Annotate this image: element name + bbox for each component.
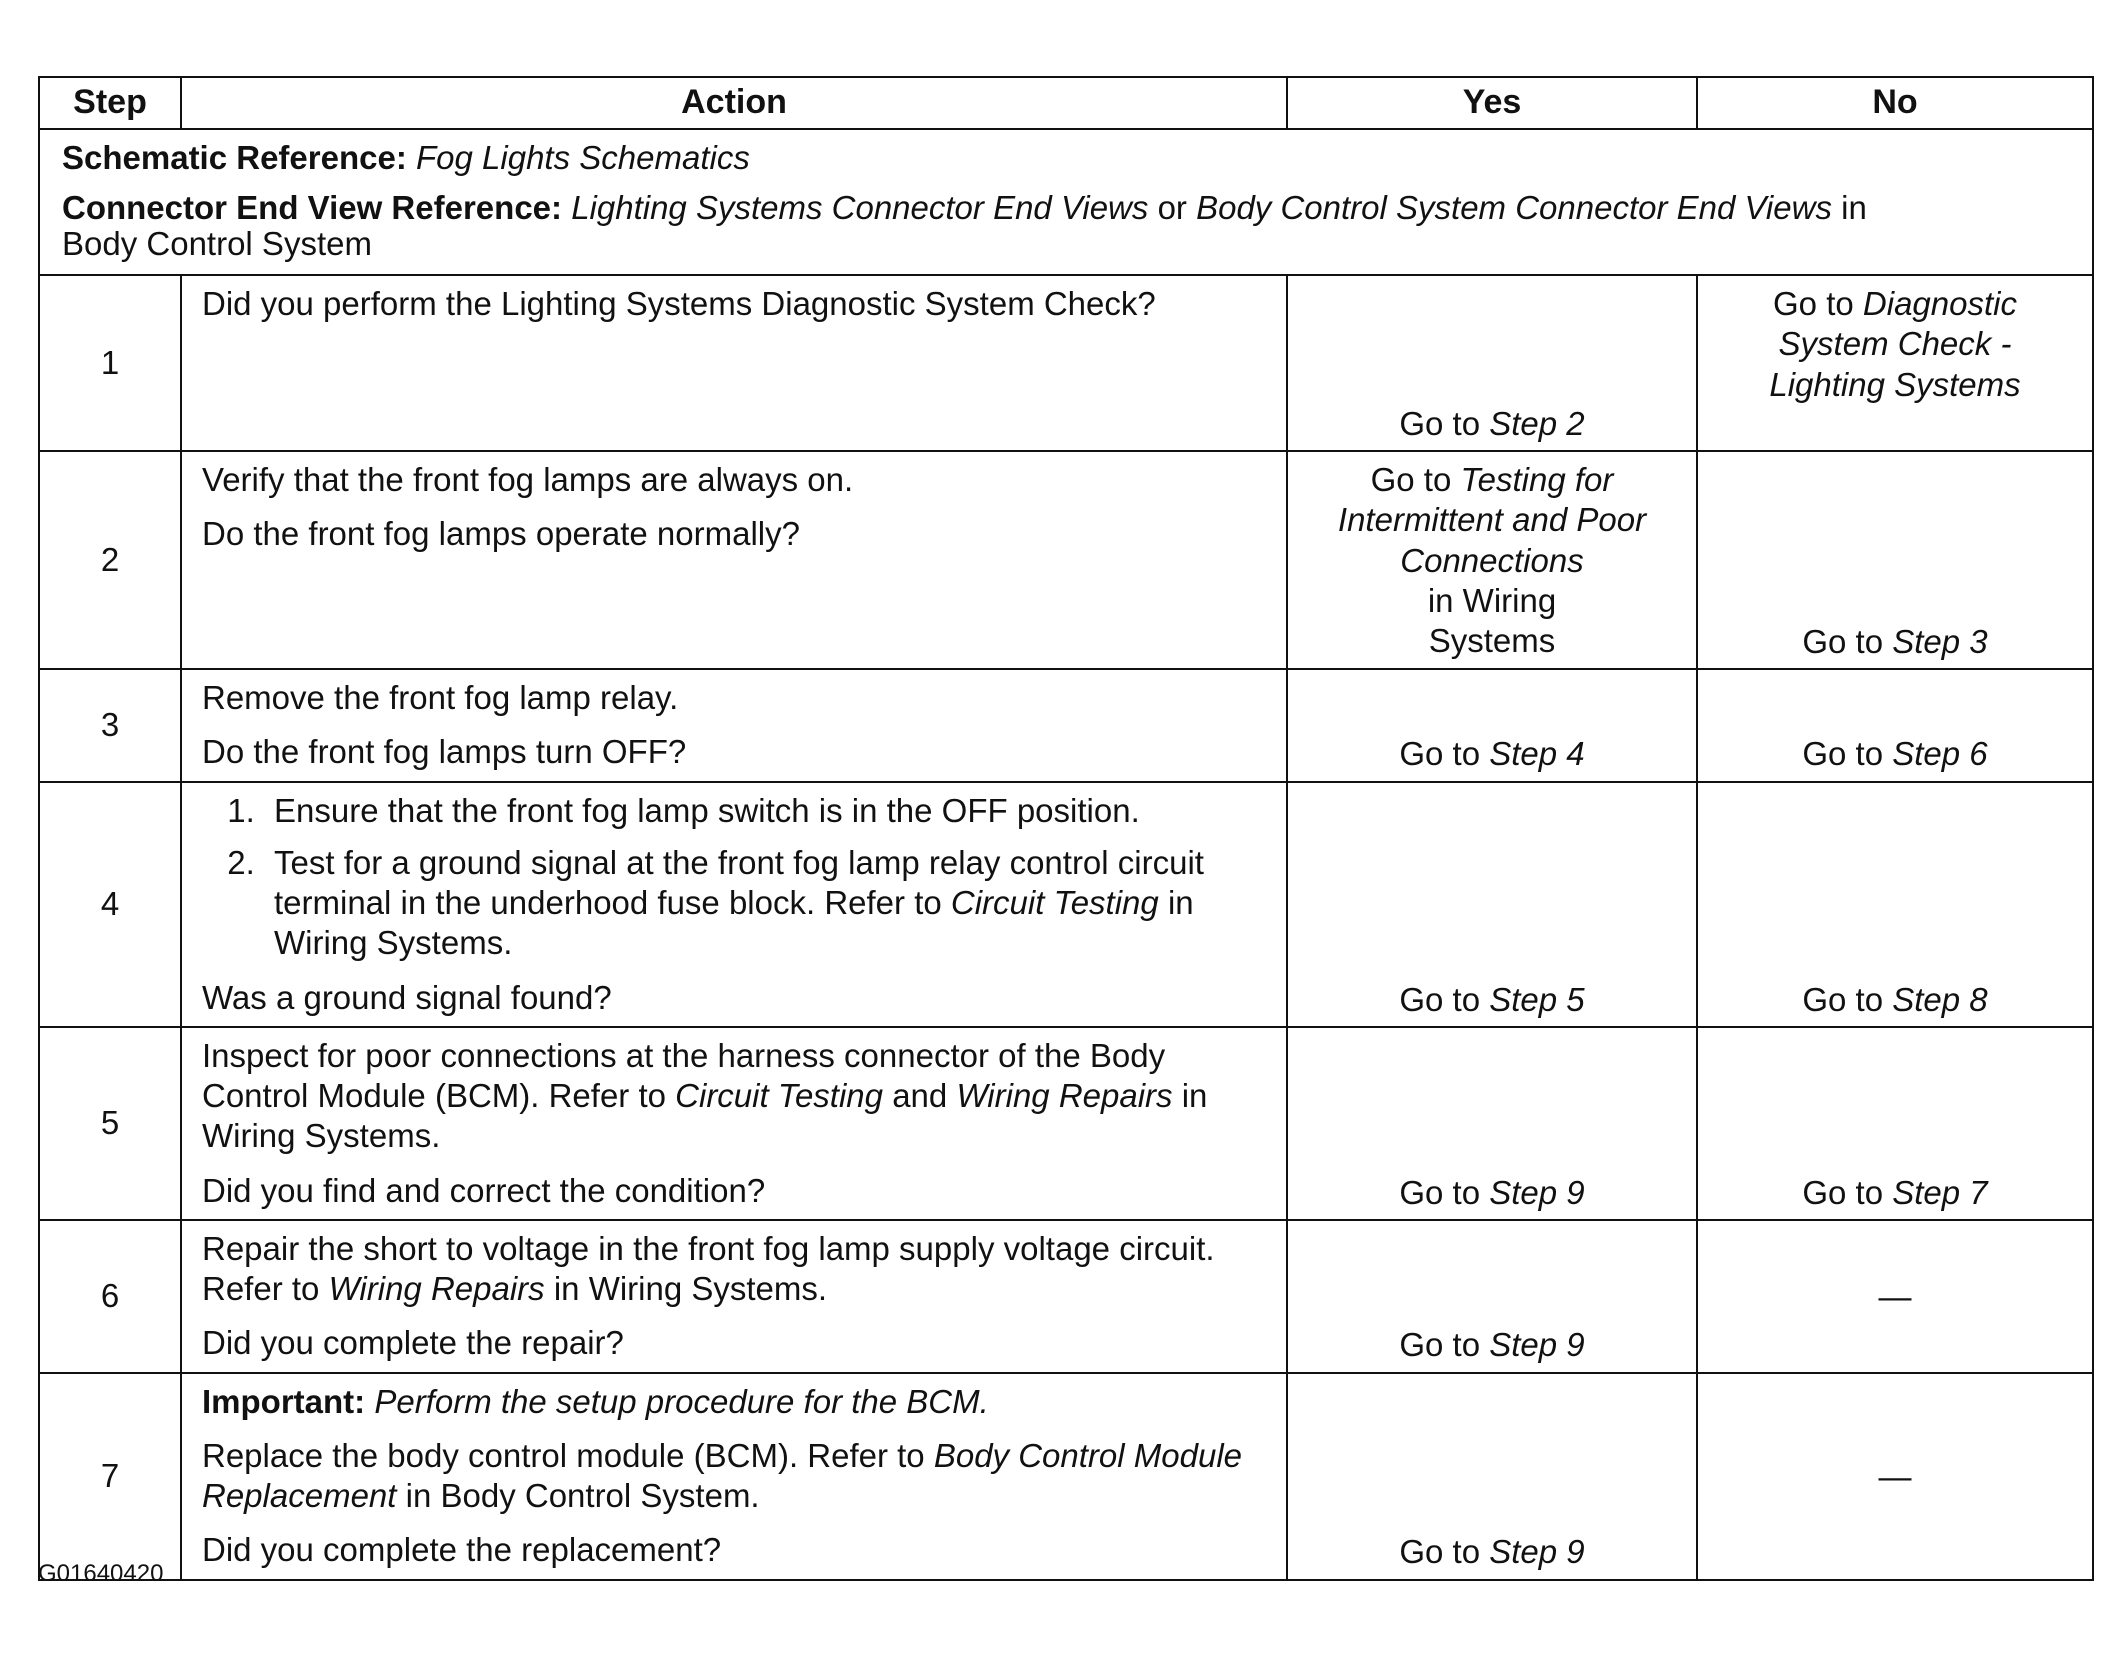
no-link[interactable]: Step 8 [1892,980,1988,1018]
step-number: 7 [39,1373,181,1580]
action-text: Replace the body control module (BCM). Refer to Body Control Module Replacement in Body Control System. [202,1436,1243,1514]
no-cell [1697,1027,2093,1220]
yes-link[interactable]: Step 9 [1489,1533,1585,1571]
header-no: No [1697,77,2093,129]
header-action: Action [181,77,1287,129]
yes-cell [1287,782,1697,1027]
action-list [202,791,1272,964]
connector-link-lighting[interactable]: Lighting Systems Connector End Views [571,189,1149,227]
no-cell [1697,1220,2093,1373]
table-row [39,1220,2093,1373]
connector-suffix: in Body Control System [62,189,1867,262]
table-row [39,1373,2093,1580]
reference-cell [39,129,2093,275]
table-row [39,451,2093,669]
action-text: Repair the short to voltage in the front fog lamp supply voltage circuit. Refer to Wiring Repairs in Wiring Systems. [202,1229,1215,1307]
reference-row [39,129,2093,275]
action-cell [181,782,1287,1027]
no-cell [1697,275,2093,451]
yes-link[interactable]: Step 4 [1489,735,1585,773]
yes-cell [1287,1027,1697,1220]
important-text: Perform the setup procedure for the BCM. [374,1382,989,1420]
no-cell [1697,782,2093,1027]
yes-cell [1287,1220,1697,1373]
yes-result: Go to Step 2 [1399,404,1585,442]
action-question: Did you complete the replacement? [202,1531,722,1569]
yes-link[interactable]: Step 9 [1489,1326,1585,1364]
step-number: 2 [39,451,181,669]
action-question: Did you find and correct the condition? [202,1171,766,1209]
action-cell [181,1027,1287,1220]
yes-result: Go to Step 4 [1399,735,1585,773]
action-cell [181,1220,1287,1373]
action-question: Did you complete the repair? [202,1324,624,1362]
wiring-repairs-link[interactable]: Wiring Repairs [328,1270,545,1307]
important-note [202,1382,1272,1422]
yes-link[interactable]: Step 5 [1489,980,1585,1018]
action-text: Inspect for poor connections at the harness connector of the Body Control Module (BCM). Refer to Circuit Testing and Wiring Repairs in Wiring Systems. [202,1036,1208,1155]
step-number: 6 [39,1220,181,1373]
table-row [39,1027,2093,1220]
no-link[interactable]: Step 6 [1892,735,1988,773]
yes-result: Go to Testing for Intermittent and Poor Connections in Wiring Systems [1337,461,1647,659]
yes-link[interactable]: Step 9 [1489,1173,1585,1211]
table-row [39,669,2093,782]
bcm-replacement-link[interactable]: Body Control Module Replacement [202,1436,1243,1514]
list-item: 2. Test for a ground signal at the front fog lamp relay control circuit terminal in the underhood fuse block. Refer to Circuit Testing in Wiring Systems. [264,843,1272,964]
header-row [39,77,2093,129]
no-link[interactable]: Diagnostic System Check - Lighting Systems [1769,285,2021,403]
diagnostic-table [38,76,2094,1581]
action-cell [181,275,1287,451]
step-number: 5 [39,1027,181,1220]
yes-result: Go to Step 9 [1399,1533,1585,1571]
yes-result: Go to Step 9 [1399,1326,1585,1364]
action-question: Was a ground signal found? [202,978,612,1016]
action-text: Remove the front fog lamp relay. [202,679,679,716]
no-link[interactable]: Step 7 [1892,1173,1988,1211]
no-cell [1697,669,2093,782]
yes-result: Go to Step 5 [1399,980,1585,1018]
schematic-label: Schematic Reference: [62,139,407,176]
connector-link-body[interactable]: Body Control System Connector End Views [1196,189,1832,227]
schematic-link[interactable]: Fog Lights Schematics [416,139,750,176]
action-cell [181,1373,1287,1580]
figure-id: G01640420 [38,1560,164,1587]
action-cell [181,451,1287,669]
connector-or: or [1157,189,1187,227]
no-result: Go to Step 3 [1802,622,1988,660]
no-result: Go to Step 7 [1802,1173,1988,1211]
header-yes: Yes [1287,77,1697,129]
table-row [39,275,2093,451]
no-link[interactable]: Step 3 [1892,622,1988,660]
yes-link[interactable]: Step 2 [1489,404,1585,442]
no-result: — [1878,1278,1912,1315]
yes-cell [1287,451,1697,669]
action-text: Verify that the front fog lamps are always on. [202,461,854,498]
list-item: 1. Ensure that the front fog lamp switch is in the OFF position. [264,791,1272,831]
circuit-testing-link[interactable]: Circuit Testing [675,1077,884,1114]
connector-label: Connector End View Reference: [62,189,563,227]
no-result: Go to Step 8 [1802,980,1988,1018]
step-number: 1 [39,275,181,451]
no-result: — [1878,1457,1912,1495]
yes-cell [1287,275,1697,451]
yes-cell [1287,669,1697,782]
no-cell [1697,451,2093,669]
circuit-testing-link[interactable]: Circuit Testing [950,884,1159,921]
step-number: 3 [39,669,181,782]
yes-result: Go to Step 9 [1399,1173,1585,1211]
yes-link[interactable]: Testing for Intermittent and Poor Connections [1337,461,1647,579]
no-cell [1697,1373,2093,1580]
table-row [39,782,2093,1027]
no-result: Go to Diagnostic System Check - Lighting Systems [1769,285,2021,403]
important-label: Important: [202,1382,366,1420]
action-text: Did you perform the Lighting Systems Diagnostic System Check? [202,285,1156,322]
yes-cell [1287,1373,1697,1580]
step-number: 4 [39,782,181,1027]
wiring-repairs-link[interactable]: Wiring Repairs [956,1077,1173,1114]
action-question: Do the front fog lamps turn OFF? [202,733,687,771]
no-result: Go to Step 6 [1802,735,1988,773]
header-step: Step [39,77,181,129]
action-question: Do the front fog lamps operate normally? [202,515,800,553]
action-cell [181,669,1287,782]
